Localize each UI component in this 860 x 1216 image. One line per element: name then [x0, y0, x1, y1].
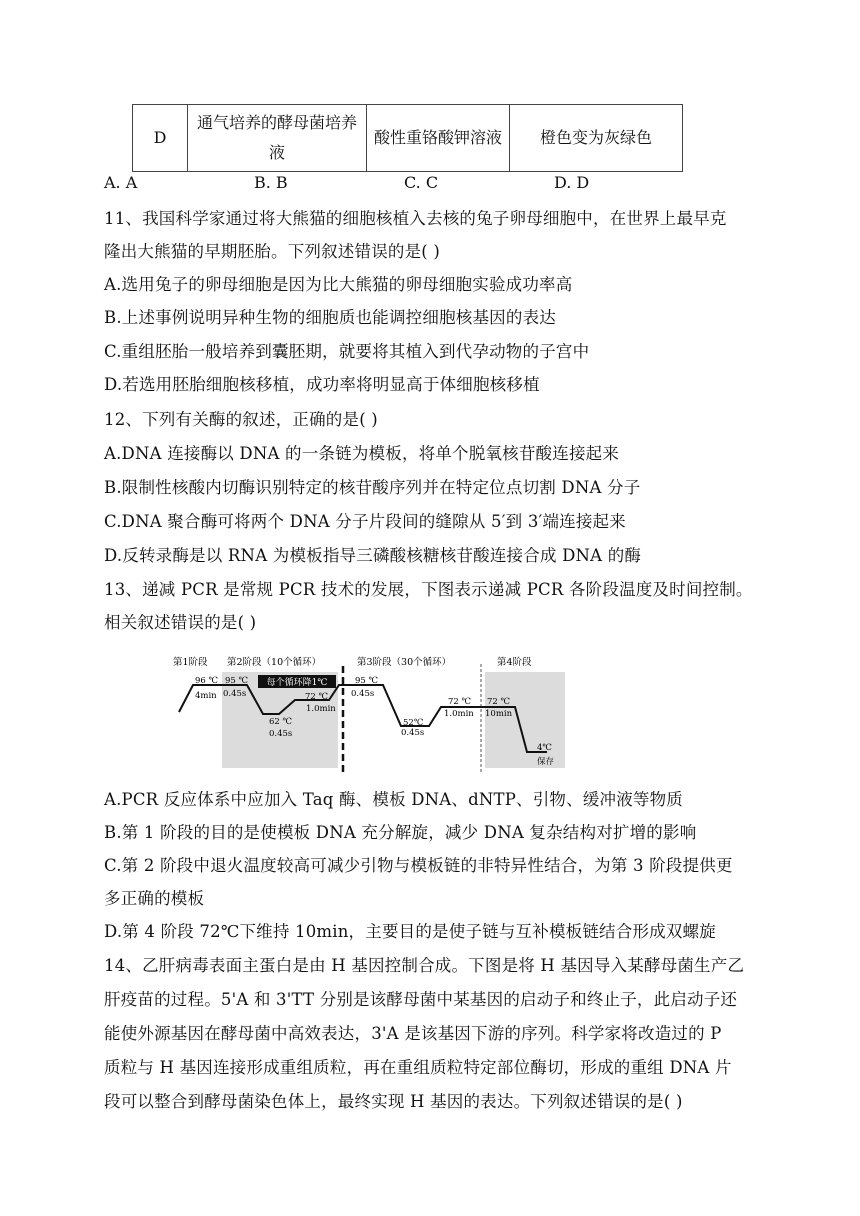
q12-stem: 12、下列有关酶的叙述，正确的是( )	[104, 410, 378, 429]
s4-time: 10min	[485, 709, 513, 719]
table-cell-reagent: 酸性重铬酸钾溶液	[367, 105, 510, 172]
s2-anneal-time: 0.45s	[269, 729, 293, 739]
table-cell-result: 橙色变为灰绿色	[510, 105, 683, 172]
q13-option-d: D.第 4 阶段 72℃下维持 10min，主要目的是使子链与互补模板链结合形成双螺旋	[104, 922, 716, 941]
q12-option-a: A.DNA 连接酶以 DNA 的一条链为模板，将单个脱氧核苷酸连接起来	[104, 444, 620, 463]
material-line-1: 通气培养的酵母菌培养	[196, 113, 357, 132]
table-cell-material	[188, 105, 367, 172]
s3-extend-temp: 72 ℃	[448, 697, 472, 707]
s4-store-label: 保存	[537, 757, 555, 767]
q14-stem-line-5: 段可以整合到酵母菌染色体上，最终实现 H 基因的表达。下列叙述错误的是( )	[104, 1092, 683, 1111]
table-row	[133, 105, 683, 172]
s1-temp: 96 ℃	[195, 676, 219, 686]
s2-extend-time: 1.0min	[306, 704, 336, 714]
material-line-2: 液	[268, 143, 285, 162]
s3-denature-temp: 95 ℃	[355, 676, 379, 686]
s2-denature-time: 0.45s	[223, 689, 247, 699]
stage2-label: 第2阶段（10个循环）	[227, 657, 322, 668]
q13-option-b: B.第 1 阶段的目的是使模板 DNA 充分解旋，减少 DNA 复杂结构对扩增的影响	[104, 823, 697, 842]
q14-stem-line-3: 能使外源基因在酵母菌中高效表达，3'A 是该基因下游的序列。科学家将改造过的 P	[104, 1024, 722, 1043]
stage4-shaded-area	[485, 672, 565, 768]
q12-option-b: B.限制性核酸内切酶识别特定的核苷酸序列并在特定位点切割 DNA 分子	[104, 478, 641, 497]
s3-anneal-time: 0.45s	[401, 728, 425, 738]
pcr-temperature-diagram	[165, 652, 575, 778]
s3-denature-time: 0.45s	[351, 689, 375, 699]
q11-option-a: A.选用兔子的卵母细胞是因为比大熊猫的卵母细胞实验成功率高	[104, 275, 573, 294]
q14-stem-line-1: 14、乙肝病毒表面主蛋白是由 H 基因控制合成。下图是将 H 基因导入某酵母菌生产乙	[104, 956, 745, 975]
q11-option-d: D.若选用胚胎细胞核移植，成功率将明显高于体细胞核移植	[104, 375, 540, 394]
s3-extend-time: 1.0min	[444, 709, 474, 719]
q11-option-b: B.上述事例说明异种生物的细胞质也能调控细胞核基因的表达	[104, 308, 556, 327]
table-cell-label: D	[133, 105, 188, 172]
q11-stem-line-1: 11、我国科学家通过将大熊猫的细胞核植入去核的兔子卵母细胞中，在世界上最早克	[104, 209, 727, 228]
choice-c: C. C	[404, 173, 439, 192]
q11-stem-line-2: 隆出大熊猫的早期胚胎。下列叙述错误的是( )	[104, 242, 441, 261]
s3-anneal-temp: 52℃	[403, 718, 424, 728]
s1-time: 4min	[195, 691, 217, 701]
choice-d: D. D	[554, 173, 590, 192]
q13-option-c-line-2: 多正确的模板	[104, 889, 205, 908]
q14-stem-line-2: 肝疫苗的过程。5'A 和 3'TT 分别是该酵母菌中某基因的启动子和终止子，此启动子还	[104, 990, 738, 1009]
q14-stem-line-4: 质粒与 H 基因连接形成重组质粒，再在重组质粒特定部位酶切，形成的重组 DNA 片	[104, 1058, 732, 1077]
s2-extend-temp: 72 ℃	[305, 692, 329, 702]
s4-store-temp: 4℃	[537, 743, 552, 753]
q13-stem-line-2: 相关叙述错误的是( )	[104, 613, 257, 632]
q13-stem-line-1: 13、递减 PCR 是常规 PCR 技术的发展，下图表示递减 PCR 各阶段温度及时间控制。	[104, 580, 753, 599]
stage4-label: 第4阶段	[497, 657, 532, 668]
q11-option-c: C.重组胚胎一般培养到囊胚期，就要将其植入到代孕动物的子宫中	[104, 342, 590, 361]
q13-option-a: A.PCR 反应体系中应加入 Taq 酶、模板 DNA、dNTP、引物、缓冲液等物质	[104, 790, 684, 809]
q12-option-d: D.反转录酶是以 RNA 为模板指导三磷酸核糖核苷酸连接合成 DNA 的酶	[104, 546, 642, 565]
q12-option-c: C.DNA 聚合酶可将两个 DNA 分子片段间的缝隙从 5′到 3′端连接起来	[104, 512, 626, 531]
q13-option-c-line-1: C.第 2 阶段中退火温度较高可减少引物与模板链的非特异性结合，为第 3 阶段提供更	[104, 856, 733, 875]
stage3-label: 第3阶段（30个循环）	[357, 657, 452, 668]
s4-temp: 72 ℃	[487, 697, 511, 707]
choice-a: A. A	[104, 173, 138, 192]
banner-text: 每个循环降1℃	[266, 678, 328, 688]
stage1-label: 第1阶段	[173, 657, 208, 668]
options-table	[132, 104, 683, 172]
s2-anneal-temp: 62 ℃	[269, 717, 293, 727]
choice-b: B. B	[254, 173, 288, 192]
s2-denature-temp: 95 ℃	[225, 676, 249, 686]
